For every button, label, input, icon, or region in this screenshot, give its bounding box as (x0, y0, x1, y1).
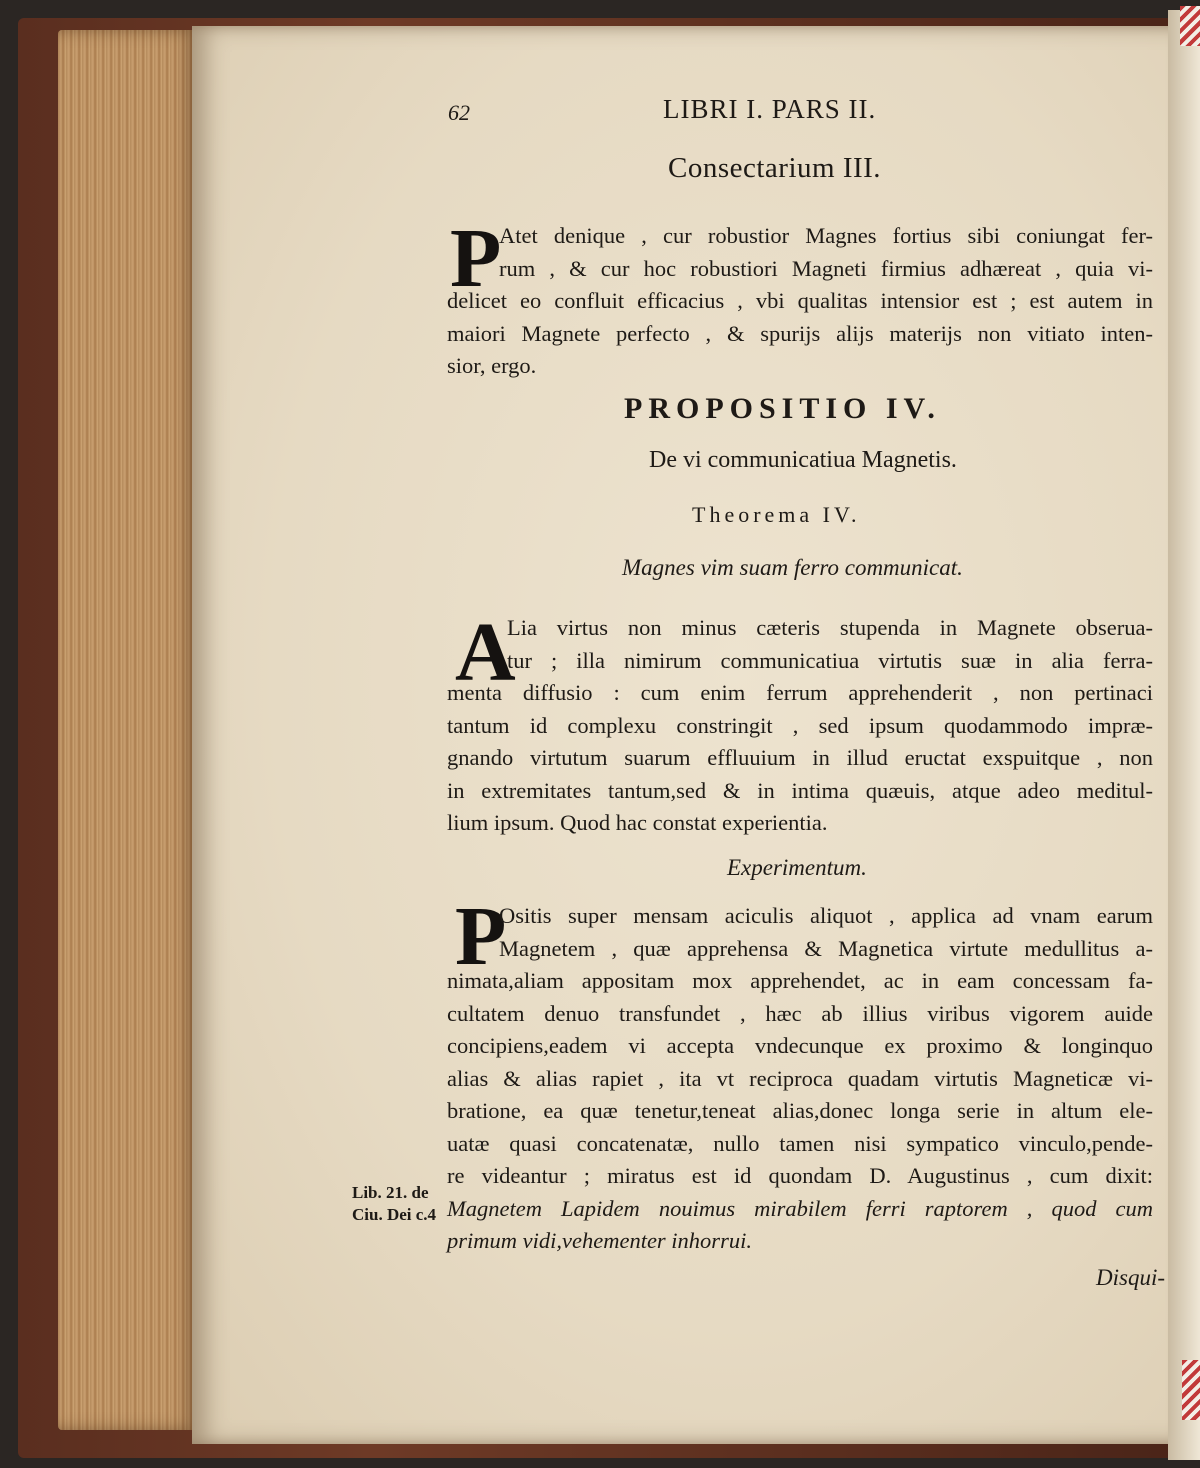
right-page-edge (1168, 10, 1200, 1460)
text-line: uatæ quasi concatenatæ, nullo tamen nisi sympatico vinculo,pende- (447, 1130, 1153, 1156)
proposition-subtitle: De vi communicatiua Magnetis. (649, 447, 957, 473)
dropcap-p1: P (450, 212, 502, 305)
text-line: gnando virtutum suarum effluuium in illud eructat exspuitque , non (447, 745, 1153, 770)
text-line: concipiens,eadem vi accepta vndecunque ex proximo & longinquo (447, 1033, 1153, 1058)
margin-note (352, 1182, 436, 1226)
color-ribbon-bottom (1182, 1360, 1200, 1420)
text-line: delicet eo confluit efficacius , vbi qualitas intensior est ; est autem in (447, 288, 1153, 313)
running-title: LIBRI I. PARS II. (663, 94, 877, 124)
text-line: Ositis super mensam aciculis aliquot , applica ad vnam earum (499, 903, 1153, 928)
paragraph-proposition (447, 606, 1153, 840)
theorem-heading: Theorema IV. (692, 502, 861, 527)
dropcap-a: A (455, 606, 516, 699)
text-line: nimata,aliam appositam mox apprehendet, ac in eam concessam fa- (447, 968, 1153, 993)
catchword: Disqui- (1096, 1265, 1165, 1290)
theorem-statement: Magnes vim suam ferro communicat. (622, 555, 963, 580)
paragraph-experiment (447, 890, 1153, 1258)
text-line: Atet denique , cur robustior Magnes fortius sibi coniungat fer- (499, 223, 1153, 248)
text-line: rum , & cur hoc robustiori Magneti firmius adhæreat , quia vi- (499, 255, 1153, 281)
page-edges (58, 30, 198, 1430)
text-line: re videantur ; miratus est id quondam D. Augustinus , cum dixit: (447, 1163, 1153, 1188)
text-line: tantum id complexu constringit , sed ipsum quodammodo impræ- (447, 712, 1153, 738)
text-line: alias & alias rapiet , ita vt reciproca quadam virtutis Magneticæ vi- (447, 1065, 1153, 1091)
margin-note-line: Ciu. Dei c.4 (352, 1205, 437, 1224)
text-line: maiori Magnete perfecto , & spurijs alijs materijs non vitiato inten- (447, 320, 1153, 346)
text-line: Magnetem , quæ apprehensa & Magnetica virtute medullitus a- (499, 935, 1153, 961)
text-line: lium ipsum. Quod hac constat experientia. (447, 810, 828, 835)
text-line: primum vidi,vehementer inhorrui. (447, 1228, 752, 1253)
text-line: tur ; illa nimirum communicatiua virtutis suæ in alia ferra- (507, 647, 1153, 673)
experiment-heading: Experimentum. (727, 855, 867, 880)
page-number: 62 (448, 100, 470, 125)
margin-note-line: Lib. 21. de (352, 1183, 429, 1202)
text-line: Lia virtus non minus cæteris stupenda in Magnete obserua- (507, 615, 1153, 640)
text-line: menta diffusio : cum enim ferrum apprehenderit , non pertinaci (447, 680, 1153, 705)
paragraph-consectarium (447, 212, 1153, 383)
section-title: Consectarium III. (668, 152, 882, 184)
text-line: sior, ergo. (447, 353, 537, 378)
color-ribbon-top (1180, 6, 1200, 46)
dropcap-p2: P (455, 890, 507, 983)
proposition-heading: PROPOSITIO IV. (624, 392, 941, 425)
text-line: bratione, ea quæ tenetur,teneat alias,donec longa serie in altum ele- (447, 1098, 1153, 1123)
text-line: in extremitates tantum,sed & in intima quæuis, atque adeo meditul- (447, 777, 1153, 803)
text-line: Magnetem Lapidem nouimus mirabilem ferri raptorem , quod cum (447, 1195, 1153, 1221)
text-line: cultatem denuo transfundet , hæc ab illius viribus vigorem auide (447, 1000, 1153, 1026)
